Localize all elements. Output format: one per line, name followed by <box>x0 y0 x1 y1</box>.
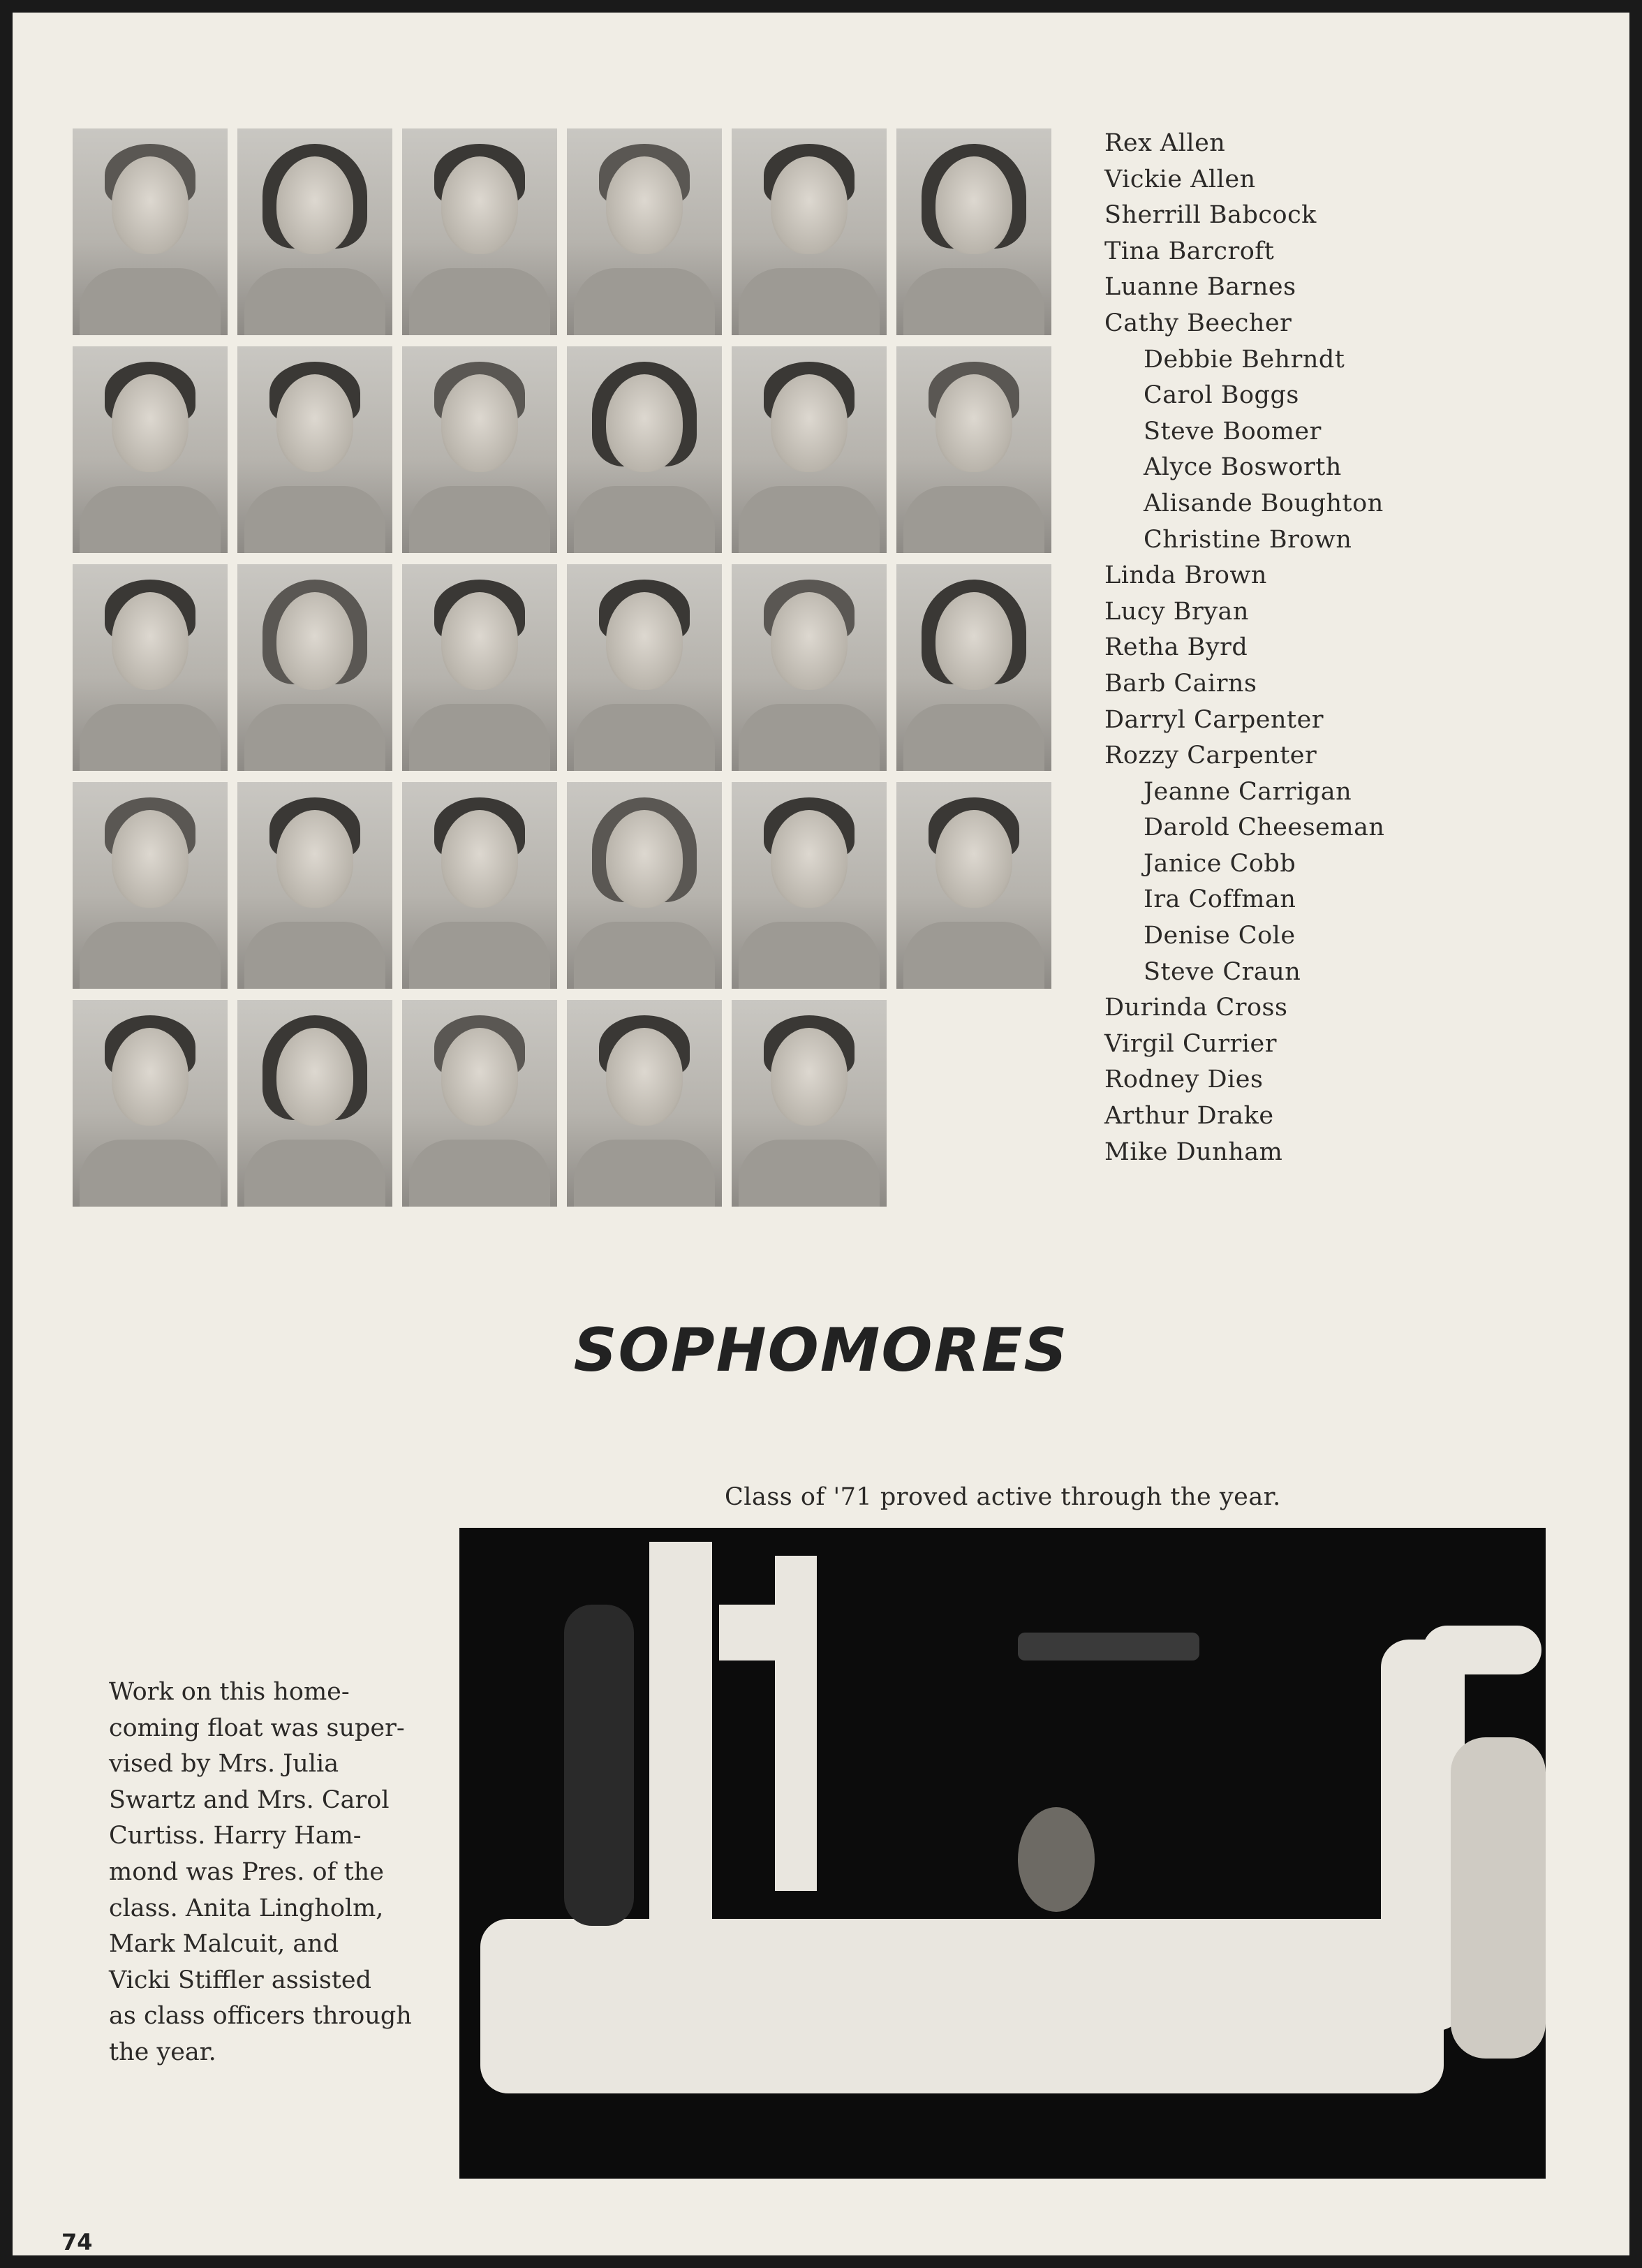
student-portrait <box>402 346 557 553</box>
yearbook-page <box>13 13 1629 2255</box>
caption-line: Mark Malcuit, and <box>109 1930 339 1959</box>
student-portrait <box>73 564 228 771</box>
caption-line: class. Anita Lingholm, <box>109 1894 384 1922</box>
student-name: Luanne Barnes <box>1104 273 1296 302</box>
student-portrait <box>732 128 887 335</box>
student-portrait <box>73 1000 228 1207</box>
student-portrait <box>896 564 1051 771</box>
student-portrait <box>732 782 887 989</box>
student-name: Steve Craun <box>1144 957 1301 986</box>
student-portrait <box>237 564 392 771</box>
float-caption <box>109 1674 444 2071</box>
student-name: Darold Cheeseman <box>1144 813 1385 842</box>
student-name: Alisande Boughton <box>1144 489 1384 517</box>
student-portrait <box>732 346 887 553</box>
student-name: Jeanne Carrigan <box>1144 777 1352 806</box>
student-name: Tina Barcroft <box>1104 237 1275 265</box>
student-portrait <box>237 346 392 553</box>
page-title: SOPHOMORES <box>573 1316 1069 1385</box>
student-portrait <box>402 128 557 335</box>
student-portrait <box>567 1000 722 1207</box>
student-name: Rozzy Carpenter <box>1104 742 1317 770</box>
student-name: Cathy Beecher <box>1104 309 1292 337</box>
student-portrait <box>73 346 228 553</box>
student-portrait <box>896 346 1051 553</box>
student-name: Christine Brown <box>1144 525 1352 554</box>
caption-line: vised by Mrs. Julia <box>109 1750 339 1779</box>
student-portrait <box>237 128 392 335</box>
student-name: Rex Allen <box>1104 129 1226 157</box>
caption-line: Vicki Stiffler assisted <box>109 1966 371 1994</box>
student-portrait <box>896 782 1051 989</box>
student-name: Rodney Dies <box>1104 1066 1264 1094</box>
student-name: Denise Cole <box>1144 922 1296 950</box>
page-number: 74 <box>61 2229 93 2255</box>
student-name: Alyce Bosworth <box>1144 453 1342 482</box>
student-portrait <box>73 128 228 335</box>
student-portrait <box>732 1000 887 1207</box>
portrait-grid <box>73 128 1071 1225</box>
student-name: Arthur Drake <box>1104 1102 1274 1131</box>
student-name: Ira Coffman <box>1144 885 1296 914</box>
student-portrait <box>237 1000 392 1207</box>
student-portrait <box>402 1000 557 1207</box>
student-name: Sherrill Babcock <box>1104 201 1317 230</box>
student-name: Mike Dunham <box>1104 1137 1283 1166</box>
caption-line: the year. <box>109 2038 216 2066</box>
student-name: Vickie Allen <box>1104 165 1256 193</box>
student-portrait <box>567 564 722 771</box>
student-name: Debbie Behrndt <box>1144 345 1345 374</box>
student-portrait <box>237 782 392 989</box>
student-name: Durinda Cross <box>1104 994 1288 1022</box>
photo-caption: Class of '71 proved active through the year. <box>725 1483 1281 1511</box>
student-name: Virgil Currier <box>1104 1029 1277 1058</box>
student-portrait <box>567 128 722 335</box>
student-name: Barb Cairns <box>1104 669 1257 698</box>
student-name: Retha Byrd <box>1104 633 1248 662</box>
caption-line: Curtiss. Harry Ham- <box>109 1822 362 1850</box>
student-portrait <box>73 782 228 989</box>
caption-line: as class officers through <box>109 2002 412 2031</box>
caption-line: Swartz and Mrs. Carol <box>109 1785 390 1814</box>
student-name: Steve Boomer <box>1144 417 1322 446</box>
student-portrait <box>732 564 887 771</box>
student-portrait <box>567 782 722 989</box>
caption-line: coming float was super- <box>109 1714 405 1742</box>
student-portrait <box>402 782 557 989</box>
student-name: Darryl Carpenter <box>1104 705 1324 734</box>
student-portrait <box>896 128 1051 335</box>
caption-line: Work on this home- <box>109 1678 350 1706</box>
student-portrait <box>402 564 557 771</box>
student-name: Carol Boggs <box>1144 381 1299 410</box>
student-name: Lucy Bryan <box>1104 597 1249 626</box>
student-name: Janice Cobb <box>1144 849 1296 878</box>
student-portrait <box>567 346 722 553</box>
caption-line: mond was Pres. of the <box>109 1857 384 1886</box>
homecoming-float-photo <box>459 1528 1546 2179</box>
student-name: Linda Brown <box>1104 561 1267 590</box>
student-name-list <box>1104 126 1384 1170</box>
